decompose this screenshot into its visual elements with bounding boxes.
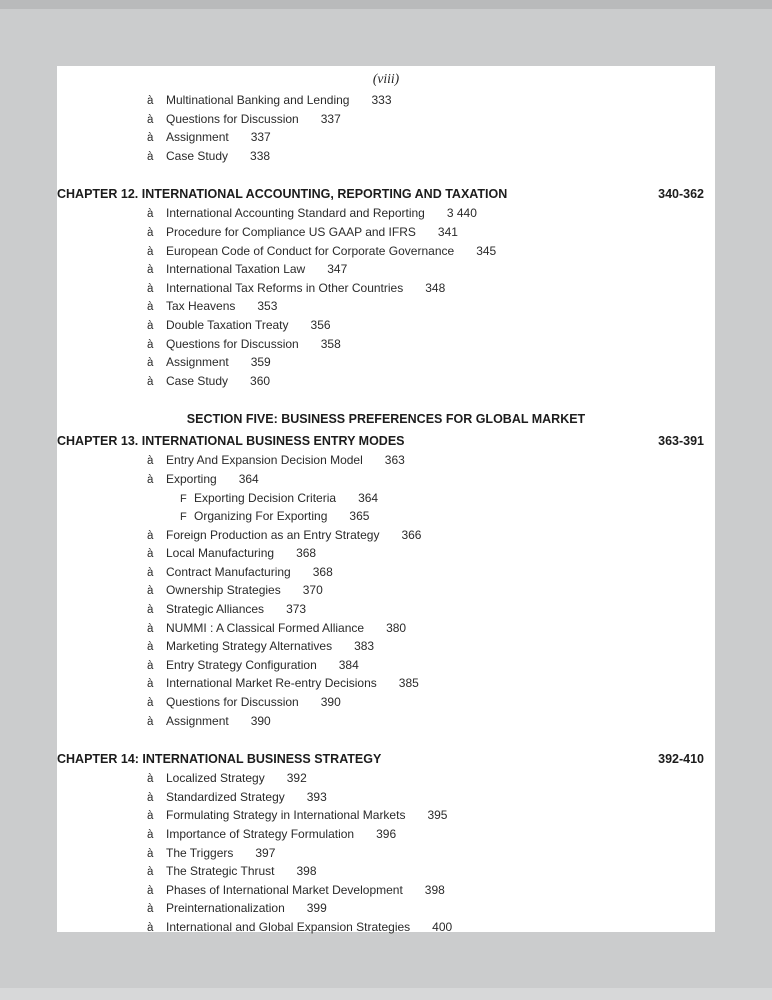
bullet-icon: à xyxy=(147,903,154,916)
toc-item-page: 333 xyxy=(371,93,392,107)
scan-edge-bottom xyxy=(0,988,772,1000)
toc-item xyxy=(57,470,715,489)
toc-item-page: 400 xyxy=(432,919,453,934)
toc-item xyxy=(57,806,715,825)
toc-item-title: Local Manufacturing xyxy=(166,546,275,561)
chapter-block xyxy=(57,184,715,390)
toc-item-title: The Triggers xyxy=(166,845,234,860)
chapter-title: CHAPTER 12. INTERNATIONAL ACCOUNTING, REPORTING AND TAXATION xyxy=(57,187,508,202)
chapter-block xyxy=(57,431,715,730)
bullet-icon: à xyxy=(147,319,154,332)
toc-item-title: NUMMI : A Classical Formed Alliance xyxy=(166,620,365,635)
toc-item-page: 385 xyxy=(398,676,419,691)
toc-item xyxy=(57,918,715,937)
toc-item-page: 393 xyxy=(306,789,327,804)
chapter-heading-row xyxy=(57,184,715,204)
toc-item xyxy=(57,637,715,656)
toc-item-page: 345 xyxy=(476,243,497,258)
chapter-page-range: 363-391 xyxy=(658,434,704,449)
page-number-label: (viii) xyxy=(372,71,400,86)
toc-content xyxy=(57,91,715,937)
toc-item-title: Organizing For Exporting xyxy=(194,509,328,524)
toc-item-title: The Strategic Thrust xyxy=(166,864,275,879)
toc-item-page: 399 xyxy=(306,901,327,916)
toc-item xyxy=(57,372,715,391)
toc-item-page: 353 xyxy=(257,299,278,314)
toc-item-title: International Market Re-entry Decisions xyxy=(166,676,377,691)
toc-item xyxy=(57,297,715,316)
toc-item-title: Contract Manufacturing xyxy=(166,564,291,579)
toc-item-page: 3 440 xyxy=(446,206,477,221)
toc-item xyxy=(57,526,715,545)
toc-item-title: Questions for Discussion xyxy=(166,695,299,710)
toc-item-page: 348 xyxy=(425,280,446,295)
bullet-icon: à xyxy=(147,791,154,804)
toc-item-page: 337 xyxy=(320,111,341,126)
toc-item-page: 338 xyxy=(250,148,271,163)
toc-item-page: 373 xyxy=(286,602,307,617)
toc-item xyxy=(57,788,715,807)
toc-item xyxy=(57,489,715,508)
bullet-icon: à xyxy=(147,301,154,314)
toc-item xyxy=(57,223,715,242)
bullet-icon: à xyxy=(147,226,154,239)
toc-item-title: Foreign Production as an Entry Strategy xyxy=(166,527,380,542)
toc-item-title: Preinternationalization xyxy=(166,901,285,916)
bullet-icon: à xyxy=(147,810,154,823)
toc-item xyxy=(57,335,715,354)
toc-item-title: Strategic Alliances xyxy=(166,602,265,617)
toc-item xyxy=(57,712,715,731)
toc-item xyxy=(57,844,715,863)
toc-item-title: Exporting Decision Criteria xyxy=(194,490,337,505)
toc-item-title: Assignment xyxy=(166,713,229,728)
toc-item xyxy=(57,128,715,147)
toc-item-title: European Code of Conduct for Corporate Governance xyxy=(166,243,455,258)
toc-item-title: Questions for Discussion xyxy=(166,336,299,351)
bullet-icon: à xyxy=(147,150,154,163)
toc-items-block xyxy=(57,91,715,165)
bullet-icon: à xyxy=(147,921,154,934)
toc-item-page: 341 xyxy=(437,224,458,239)
bullet-icon: à xyxy=(147,132,154,145)
toc-item-page: 347 xyxy=(327,262,348,277)
toc-item-title: Entry Strategy Configuration xyxy=(166,657,317,672)
toc-item-page: 390 xyxy=(320,695,341,710)
bullet-icon: à xyxy=(147,884,154,897)
sub-bullet-icon: F xyxy=(180,492,187,505)
toc-item-title: Double Taxation Treaty xyxy=(166,317,289,332)
bullet-icon: à xyxy=(147,604,154,617)
toc-item-title: Tax Heavens xyxy=(166,299,236,314)
toc-item-title: Case Study xyxy=(166,373,229,388)
toc-item xyxy=(57,204,715,223)
bullet-icon: à xyxy=(147,566,154,579)
toc-item-page: 395 xyxy=(427,808,448,823)
toc-item-page: 364 xyxy=(238,471,259,486)
toc-item xyxy=(57,769,715,788)
chapter-heading-row xyxy=(57,749,715,769)
bullet-icon: à xyxy=(147,208,154,221)
toc-item-page: 363 xyxy=(384,453,405,468)
toc-item-title: Questions for Discussion xyxy=(166,111,299,126)
toc-item-title: Importance of Strategy Formulation xyxy=(166,827,355,841)
toc-item-page: 390 xyxy=(250,713,271,728)
bullet-icon: à xyxy=(147,866,154,879)
toc-item-page: 397 xyxy=(255,845,276,860)
toc-item-title: International Tax Reforms in Other Countries xyxy=(166,280,404,295)
toc-item xyxy=(57,451,715,470)
toc-item xyxy=(57,316,715,335)
toc-item xyxy=(57,862,715,881)
toc-item xyxy=(57,353,715,372)
toc-item-page: 396 xyxy=(376,827,397,841)
toc-item-title: Entry And Expansion Decision Model xyxy=(166,453,363,468)
chapter-heading-row xyxy=(57,431,715,451)
sub-bullet-icon: F xyxy=(180,511,187,524)
toc-item-page: 356 xyxy=(310,317,331,332)
bullet-icon: à xyxy=(147,95,154,107)
scan-edge-top xyxy=(0,0,772,9)
bullet-icon: à xyxy=(147,585,154,598)
toc-item-page: 368 xyxy=(296,546,317,561)
toc-item xyxy=(57,279,715,298)
toc-item-page: 364 xyxy=(358,490,379,505)
toc-item-page: 384 xyxy=(338,657,359,672)
toc-item-page: 392 xyxy=(286,771,307,786)
toc-item-page: 366 xyxy=(401,527,422,542)
toc-item xyxy=(57,260,715,279)
toc-item-page: 337 xyxy=(250,130,271,145)
toc-item-title: Standardized Strategy xyxy=(166,789,285,804)
toc-item-title: Marketing Strategy Alternatives xyxy=(166,639,333,654)
bullet-icon: à xyxy=(147,455,154,468)
toc-item-page: 368 xyxy=(312,564,333,579)
toc-item-page: 398 xyxy=(424,882,445,897)
bullet-icon: à xyxy=(147,697,154,710)
toc-item-page: 398 xyxy=(296,864,317,879)
toc-item-title: Multinational Banking and Lending xyxy=(166,93,350,107)
toc-item xyxy=(57,600,715,619)
bullet-icon: à xyxy=(147,529,154,542)
toc-item-title: Procedure for Compliance US GAAP and IFRS xyxy=(166,224,416,239)
toc-item xyxy=(57,110,715,129)
bullet-icon: à xyxy=(147,264,154,277)
toc-item xyxy=(57,544,715,563)
toc-item-title: Formulating Strategy in International Markets xyxy=(166,808,406,823)
toc-item-page: 380 xyxy=(386,620,407,635)
toc-item-title: Localized Strategy xyxy=(166,771,265,786)
toc-item-title: International Accounting Standard and Reporting xyxy=(166,206,425,221)
toc-item-page: 370 xyxy=(302,583,323,598)
toc-item xyxy=(57,674,715,693)
bullet-icon: à xyxy=(147,715,154,728)
section-heading: SECTION FIVE: BUSINESS PREFERENCES FOR GLOBAL MARKET xyxy=(186,412,586,427)
toc-item xyxy=(57,507,715,526)
chapter-title: CHAPTER 13. INTERNATIONAL BUSINESS ENTRY MODES xyxy=(57,434,405,449)
toc-item xyxy=(57,581,715,600)
toc-item-page: 360 xyxy=(250,373,271,388)
bullet-icon: à xyxy=(147,245,154,258)
toc-item xyxy=(57,881,715,900)
toc-item-page: 365 xyxy=(349,509,370,524)
toc-item-page: 359 xyxy=(250,355,271,370)
chapter-title: CHAPTER 14: INTERNATIONAL BUSINESS STRATEGY xyxy=(57,752,382,767)
toc-item xyxy=(57,619,715,638)
bullet-icon: à xyxy=(147,548,154,561)
bullet-icon: à xyxy=(147,357,154,370)
bullet-icon: à xyxy=(147,282,154,295)
toc-item-title: Ownership Strategies xyxy=(166,583,281,598)
bullet-icon: à xyxy=(147,622,154,635)
bullet-icon: à xyxy=(147,473,154,486)
toc-item-title: Phases of International Market Development xyxy=(166,882,403,897)
bullet-icon: à xyxy=(147,829,154,841)
bullet-icon: à xyxy=(147,338,154,351)
toc-item xyxy=(57,825,715,844)
toc-item xyxy=(57,242,715,261)
bullet-icon: à xyxy=(147,113,154,126)
chapter-page-range: 392-410 xyxy=(658,752,704,767)
toc-page xyxy=(57,66,715,932)
toc-item-title: Assignment xyxy=(166,355,229,370)
bullet-icon: à xyxy=(147,773,154,786)
toc-item-title: International and Global Expansion Strategies xyxy=(166,919,411,934)
bullet-icon: à xyxy=(147,678,154,691)
toc-item-title: International Taxation Law xyxy=(166,262,306,277)
toc-item xyxy=(57,693,715,712)
toc-item-title: Exporting xyxy=(166,471,217,486)
bullet-icon: à xyxy=(147,659,154,672)
toc-item-page: 358 xyxy=(320,336,341,351)
toc-item xyxy=(57,899,715,918)
toc-item-title: Case Study xyxy=(166,148,229,163)
chapter-block xyxy=(57,749,715,936)
toc-item xyxy=(57,563,715,582)
bullet-icon: à xyxy=(147,375,154,388)
toc-item-title: Assignment xyxy=(166,130,229,145)
toc-item xyxy=(57,91,715,110)
toc-item xyxy=(57,147,715,166)
toc-item-page: 383 xyxy=(354,639,375,654)
chapter-page-range: 340-362 xyxy=(658,187,704,202)
toc-item xyxy=(57,656,715,675)
bullet-icon: à xyxy=(147,847,154,860)
bullet-icon: à xyxy=(147,641,154,654)
